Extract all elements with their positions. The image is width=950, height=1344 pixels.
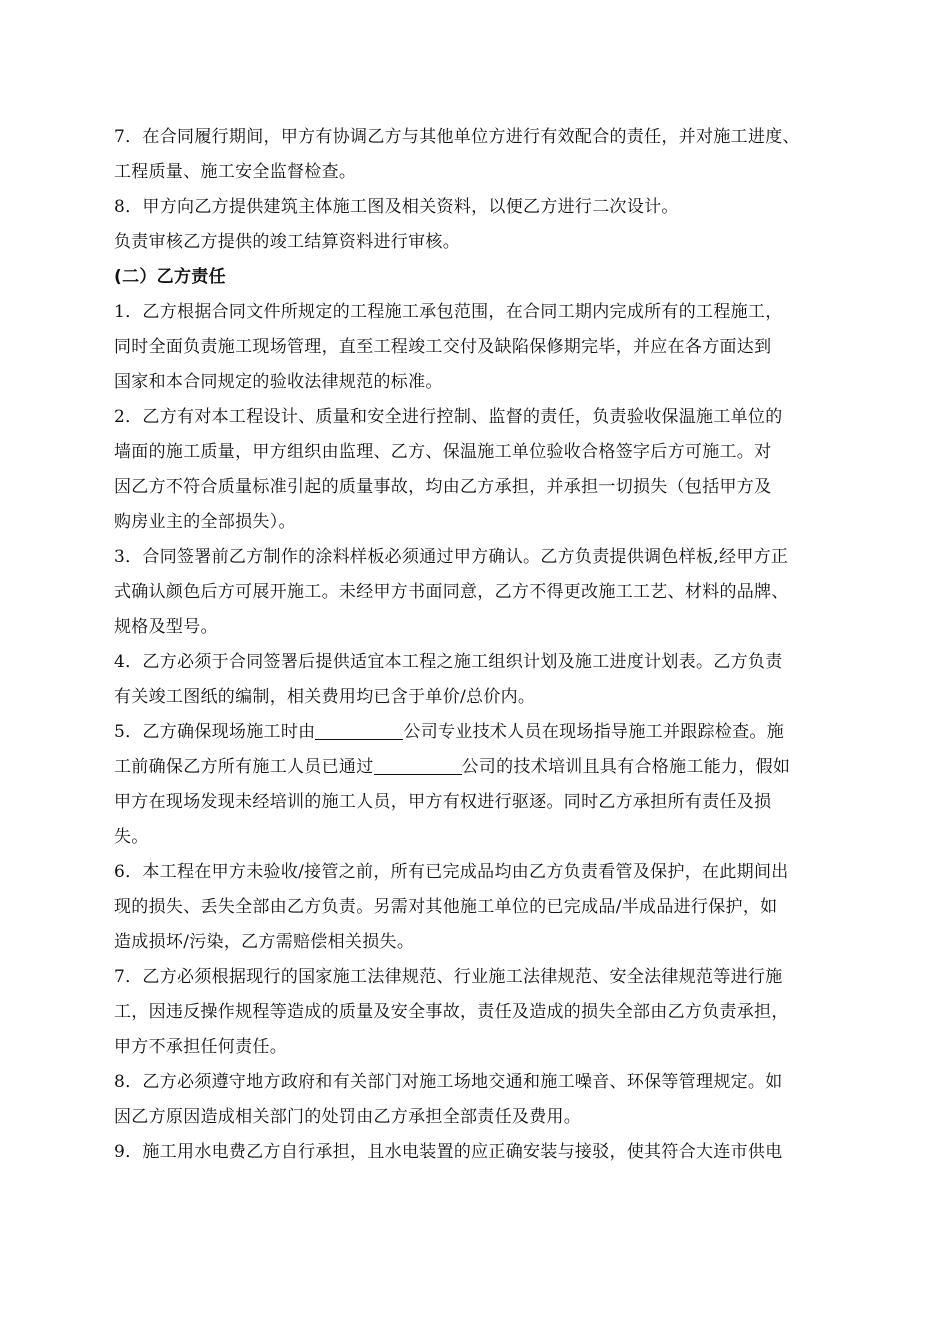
text-line: 国家和本合同规定的验收法律规范的标准。	[114, 372, 443, 392]
text-line: 失。	[114, 827, 149, 847]
text-line: 造成损坏/污染，乙方需赔偿相关损失。	[114, 932, 415, 952]
document-body	[114, 120, 868, 1170]
text-segment: 5．乙方确保现场施工时由	[114, 722, 316, 742]
text-line	[114, 750, 868, 785]
section-heading: (二）乙方责任	[114, 267, 226, 287]
text-line: 8．甲方向乙方提供建筑主体施工图及相关资料，以便乙方进行二次设计。	[114, 197, 679, 217]
text-line: 甲方在现场发现未经培训的施工人员，甲方有权进行驱逐。同时乙方承担所有责任及损	[114, 792, 772, 812]
text-line: 规格及型号。	[114, 617, 218, 637]
text-line: 式确认颜色后方可展开施工。未经甲方书面同意，乙方不得更改施工工艺、材料的品牌、	[114, 582, 789, 602]
text-line: 8．乙方必须遵守地方政府和有关部门对施工场地交通和施工噪音、环保等管理规定。如	[114, 1072, 783, 1092]
text-line: 负责审核乙方提供的竣工结算资料进行审核。	[114, 232, 460, 252]
text-segment: 公司的技术培训且具有合格施工能力，假如	[461, 757, 791, 777]
text-line: 6．本工程在甲方未验收/接管之前，所有已完成品均由乙方负责看管及保护，在此期间出	[114, 862, 789, 882]
fill-in-blank	[315, 719, 403, 740]
text-line: 墙面的施工质量，甲方组织由监理、乙方、保温施工单位验收合格签字后方可施工。对	[114, 442, 772, 462]
text-line: 工，因违反操作规程等造成的质量及安全事故，责任及造成的损失全部由乙方负责承担，	[114, 1002, 789, 1022]
text-line: 工程质量、施工安全监督检查。	[114, 162, 357, 182]
text-line: 7．在合同履行期间，甲方有协调乙方与其他单位方进行有效配合的责任，并对施工进度、	[114, 127, 800, 147]
text-line: 因乙方原因造成相关部门的处罚由乙方承担全部责任及费用。	[114, 1107, 582, 1127]
text-line: 有关竣工图纸的编制，相关费用均已含于单价/总价内。	[114, 687, 536, 707]
text-line: 3．合同签署前乙方制作的涂料样板必须通过甲方确认。乙方负责提供调色样板,经甲方正	[114, 547, 789, 567]
text-line: 购房业主的全部损失）。	[114, 512, 296, 532]
text-segment: 工前确保乙方所有施工人员已通过	[114, 757, 374, 777]
text-segment: 公司专业技术人员在现场指导施工并跟踪检查。施	[403, 722, 785, 742]
text-line: 4．乙方必须于合同签署后提供适宜本工程之施工组织计划及施工进度计划表。乙方负责	[114, 652, 783, 672]
text-line	[114, 715, 868, 750]
text-line: 因乙方不符合质量标准引起的质量事故，均由乙方承担，并承担一切损失（包括甲方及	[114, 477, 772, 497]
text-line: 现的损失、丢失全部由乙方负责。另需对其他施工单位的已完成品/半成品进行保护，如	[114, 897, 778, 917]
text-line: 9．施工用水电费乙方自行承担，且水电装置的应正确安装与接驳，使其符合大连市供电	[114, 1142, 783, 1162]
fill-in-blank	[374, 754, 462, 775]
text-line: 2．乙方有对本工程设计、质量和安全进行控制、监督的责任，负责验收保温施工单位的	[114, 407, 783, 427]
text-line: 1．乙方根据合同文件所规定的工程施工承包范围，在合同工期内完成所有的工程施工，	[114, 302, 783, 322]
text-line: 甲方不承担任何责任。	[114, 1037, 287, 1057]
text-line: 同时全面负责施工现场管理，直至工程竣工交付及缺陷保修期完毕，并应在各方面达到	[114, 337, 772, 357]
text-line: 7．乙方必须根据现行的国家施工法律规范、行业施工法律规范、安全法律规范等进行施	[114, 967, 783, 987]
